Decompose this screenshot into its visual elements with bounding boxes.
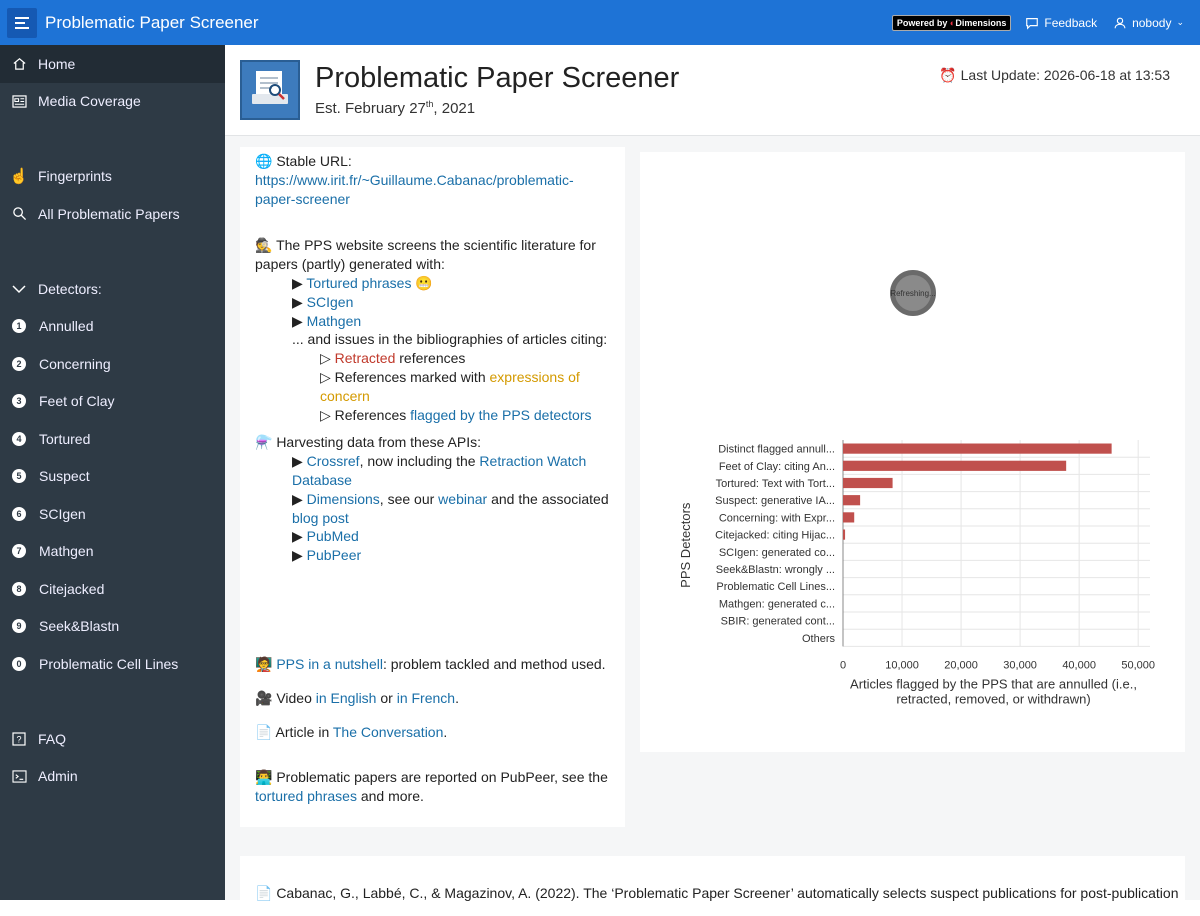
number-0-icon: 0 xyxy=(12,657,26,671)
category-tick-label: Concerning: with Expr... xyxy=(718,512,835,525)
stable-url-label: 🌐 Stable URL: xyxy=(255,153,352,169)
x-tick-label: 30,000 xyxy=(1003,659,1037,672)
crossref-link[interactable]: Crossref xyxy=(306,453,360,470)
teacher-emoji-icon: 🧑‍🏫 xyxy=(255,655,273,672)
citation-text: 📄 Cabanac, G., Labbé, C., & Magazinov, A. (2022). The ‘Problematic Paper Screener’ automatically selects suspect publications for post-publication xyxy=(255,885,1179,901)
sidebar-item-detector-scigen[interactable] xyxy=(0,495,225,533)
webinar-link[interactable]: webinar xyxy=(438,490,488,507)
number-1-icon: 1 xyxy=(12,319,26,333)
sidebar xyxy=(0,45,225,900)
bar xyxy=(843,478,893,488)
sidebar-item-detector-concerning[interactable] xyxy=(0,345,225,383)
sidebar-item-label: All Problematic Papers xyxy=(38,205,180,222)
sidebar-item-label: Admin xyxy=(38,768,78,785)
sidebar-item-home[interactable] xyxy=(0,45,225,83)
sidebar-item-label: Seek&Blastn xyxy=(39,618,120,635)
x-tick-label: 50,000 xyxy=(1121,659,1156,672)
x-tick-label: 40,000 xyxy=(1062,659,1096,672)
sidebar-item-all-problematic-papers[interactable] xyxy=(0,195,225,233)
sidebar-item-label: Feet of Clay xyxy=(39,393,115,410)
feedback-label: Feedback xyxy=(1044,15,1098,30)
crossref-mid: , now including the xyxy=(359,453,480,470)
page-header xyxy=(225,45,1200,136)
terminal-icon xyxy=(11,768,27,784)
category-tick-label: Seek&Blastn: wrongly ... xyxy=(715,564,835,576)
category-tick-label: SCIgen: generated co... xyxy=(718,546,835,559)
tortured-phrases-pubpeer-link[interactable]: tortured phrases xyxy=(255,788,357,805)
list-item: ▶ PubPeer xyxy=(292,547,362,564)
dimensions-link[interactable]: Dimensions xyxy=(306,490,380,507)
sidebar-item-detector-annulled[interactable] xyxy=(0,308,225,346)
retraction-watch-link[interactable]: Retraction Watch Database xyxy=(292,453,587,488)
intro-text: 🕵 The PPS website screens the scientific literature for papers (partly) generated with: xyxy=(255,237,596,273)
sidebar-item-detector-feet-of-clay[interactable] xyxy=(0,383,225,421)
reported-line xyxy=(255,768,610,806)
x-tick-label: 20,000 xyxy=(944,659,978,672)
list-item: ▷ Retracted references xyxy=(320,350,466,367)
x-axis-title-line-2: retracted, removed, or withdrawn) xyxy=(896,691,1091,707)
refs-prefix: References xyxy=(334,406,411,423)
app-title[interactable]: Problematic Paper Screener xyxy=(45,12,259,32)
bar xyxy=(843,444,1112,454)
category-tick-label: Suspect: generative IA... xyxy=(715,495,835,508)
list-item: ▷ References flagged by the PPS detectors xyxy=(320,406,592,423)
svg-text:?: ? xyxy=(16,734,22,745)
bar xyxy=(843,461,1066,471)
number-7-icon: 7 xyxy=(12,544,26,558)
est-suffix: , 2021 xyxy=(433,100,476,117)
dimensions-logo-icon: ◐ xyxy=(949,17,956,28)
category-tick-label: Others xyxy=(801,632,835,645)
marked-prefix: References marked with xyxy=(334,368,490,385)
user-menu-button[interactable] xyxy=(1113,16,1184,30)
number-3-icon: 3 xyxy=(12,394,26,408)
sidebar-item-label: FAQ xyxy=(38,730,67,747)
number-4-icon: 4 xyxy=(12,432,26,446)
feedback-button[interactable] xyxy=(1025,16,1097,30)
video-line: 🎥 Video in English or in French. xyxy=(255,689,459,706)
scigen-link[interactable]: SCIgen xyxy=(306,293,354,310)
x-tick-label: 10,000 xyxy=(885,659,919,672)
sidebar-item-label: Concerning xyxy=(39,355,111,372)
newspaper-icon xyxy=(11,93,27,109)
bar xyxy=(843,512,854,522)
y-axis-title: PPS Detectors xyxy=(678,502,693,588)
reported-prefix: 👨‍💻 Problematic papers are reported on PubPeer, see the xyxy=(255,769,608,786)
retracted-suffix: references xyxy=(395,350,466,367)
sidebar-section-label: Detectors: xyxy=(38,280,102,297)
category-tick-label: Problematic Cell Lines... xyxy=(716,581,835,594)
article-prefix: 📄 Article in xyxy=(255,723,333,740)
pointer-hand-icon: ☝ xyxy=(9,168,29,186)
list-item: ▶ SCIgen xyxy=(292,293,354,310)
x-tick-label: 0 xyxy=(839,659,847,672)
sidebar-item-faq[interactable] xyxy=(0,720,225,758)
est-prefix: Est. February 27 xyxy=(315,100,426,117)
sidebar-item-admin[interactable] xyxy=(0,758,225,796)
user-name: nobody xyxy=(1132,15,1172,30)
blog-post-link[interactable]: blog post xyxy=(292,509,349,526)
article-line: 📄 Article in The Conversation. xyxy=(255,723,448,740)
dim-mid: , see our xyxy=(379,490,439,507)
list-item: ▶ Tortured phrases 😬 xyxy=(292,274,433,291)
bar xyxy=(843,495,860,505)
sidebar-item-detector-mathgen[interactable] xyxy=(0,533,225,571)
powered-by-dimensions-badge[interactable] xyxy=(892,15,1011,31)
category-tick-label: SBIR: generated cont... xyxy=(720,615,835,628)
nutshell-line xyxy=(255,655,610,674)
sidebar-item-label: Problematic Cell Lines xyxy=(39,655,179,672)
sidebar-item-label: Tortured xyxy=(39,430,91,447)
category-tick-label: Feet of Clay: citing An... xyxy=(718,460,835,473)
powered-brand: Dimensions xyxy=(955,17,1007,28)
sidebar-item-fingerprints[interactable] xyxy=(0,158,225,196)
sidebar-item-label: Annulled xyxy=(39,318,94,335)
nutshell-link[interactable]: PPS in a nutshell xyxy=(276,655,383,672)
number-6-icon: 6 xyxy=(12,507,26,521)
sidebar-item-label: Suspect xyxy=(39,468,90,485)
citation-card xyxy=(240,856,1185,916)
user-icon xyxy=(1113,16,1127,30)
sidebar-item-detector-suspect[interactable] xyxy=(0,458,225,496)
tortured-phrases-link[interactable]: Tortured phrases xyxy=(306,274,412,291)
sidebar-item-label: Fingerprints xyxy=(38,168,112,185)
sidebar-item-detector-problematic-cell-lines[interactable] xyxy=(0,645,225,683)
powered-prefix: Powered by xyxy=(896,17,948,28)
retracted-link[interactable]: Retracted xyxy=(334,350,396,367)
main-content xyxy=(225,45,1200,900)
chat-bubble-icon xyxy=(1025,16,1039,30)
issues-text: ... and issues in the bibliographies of articles citing: xyxy=(292,331,608,348)
list-item: ▶ Mathgen xyxy=(292,312,362,329)
category-tick-label: Distinct flagged annull... xyxy=(718,443,835,456)
sidebar-item-label: Citejacked xyxy=(39,580,105,597)
page-subtitle xyxy=(315,99,475,117)
home-icon xyxy=(11,56,27,72)
est-sup: th xyxy=(425,99,434,109)
conversation-link[interactable]: The Conversation xyxy=(332,723,444,740)
chevron-down-icon: ⌄ xyxy=(1176,17,1184,27)
harvest-text: ⚗️ Harvesting data from these APIs: xyxy=(255,434,481,451)
chart-card xyxy=(640,152,1185,752)
nutshell-rest: : problem tackled and method used. xyxy=(382,655,606,672)
sidebar-detectors-toggle[interactable] xyxy=(0,270,225,308)
top-bar xyxy=(0,0,1200,45)
video-english-link[interactable]: in English xyxy=(315,689,377,706)
page-title: Problematic Paper Screener xyxy=(315,62,680,94)
category-tick-label: Tortured: Text with Tort... xyxy=(715,478,835,490)
dim-end: and the associated xyxy=(487,490,609,507)
bar xyxy=(843,530,845,540)
number-9-icon: 9 xyxy=(12,619,26,633)
flagged-link[interactable]: flagged by the PPS detectors xyxy=(410,406,592,423)
list-item: ▷ References marked with expressions of concern xyxy=(320,368,580,404)
number-5-icon: 5 xyxy=(12,469,26,483)
sidebar-item-detector-citejacked[interactable] xyxy=(0,570,225,608)
grimace-emoji-icon: 😬 xyxy=(415,274,433,291)
video-or: or xyxy=(376,689,397,706)
expressions-of-concern-link[interactable]: expressions of concern xyxy=(320,368,580,404)
category-tick-label: Mathgen: generated c... xyxy=(718,598,835,611)
chevron-down-icon xyxy=(11,281,27,297)
menu-toggle-button[interactable] xyxy=(7,8,37,38)
sidebar-item-label: Home xyxy=(38,55,76,72)
sidebar-item-media-coverage[interactable] xyxy=(0,83,225,121)
search-icon xyxy=(11,206,27,222)
pubpeer-link[interactable]: PubPeer xyxy=(306,547,362,564)
video-french-link[interactable]: in French xyxy=(396,689,456,706)
list-item: ▶ Crossref, now including the Retraction Watch Database xyxy=(292,453,587,488)
paper-screener-logo-icon xyxy=(248,68,292,112)
refreshing-spinner xyxy=(890,270,936,316)
category-tick-label: Citejacked: citing Hijac... xyxy=(715,529,835,542)
stable-url-link[interactable]: https://www.irit.fr/~Guillaume.Cabanac/problematic-paper-screener xyxy=(255,171,574,207)
list-item: ▶ Dimensions, see our webinar and the associated blog post xyxy=(292,490,609,526)
video-prefix: 🎥 Video xyxy=(255,689,316,706)
sidebar-item-label: SCIgen xyxy=(39,505,86,522)
detectors-bar-chart xyxy=(670,440,1156,720)
app-logo xyxy=(240,60,300,120)
list-item: ▶ PubMed xyxy=(292,528,359,545)
pubmed-link[interactable]: PubMed xyxy=(306,528,359,545)
reported-suffix: and more. xyxy=(356,788,424,805)
number-2-icon: 2 xyxy=(12,357,26,371)
spinner-label: Refreshing... xyxy=(890,288,936,298)
last-update-label: ⏰ Last Update: 2026-06-18 at 13:53 xyxy=(939,67,1170,83)
x-axis-title: Articles flagged by the PPS that are annulled (i.e., xyxy=(850,676,1137,692)
sidebar-item-label: Media Coverage xyxy=(38,93,141,110)
question-icon xyxy=(11,731,27,747)
sidebar-item-label: Mathgen xyxy=(39,543,94,560)
info-card xyxy=(240,147,625,827)
sidebar-item-detector-tortured[interactable] xyxy=(0,420,225,458)
sidebar-item-detector-seek-blastn[interactable] xyxy=(0,608,225,646)
mathgen-link[interactable]: Mathgen xyxy=(306,312,362,329)
number-8-icon: 8 xyxy=(12,582,26,596)
